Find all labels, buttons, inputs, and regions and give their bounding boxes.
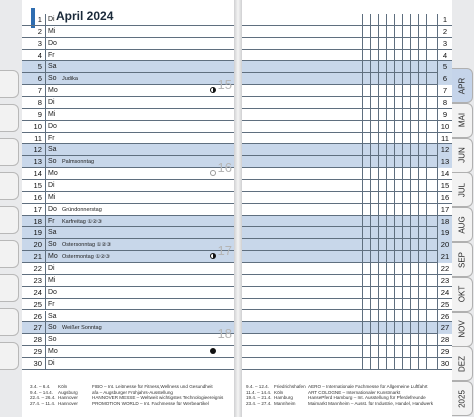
month-tab-jul[interactable]: [452, 172, 473, 207]
footer-event-text: PROMOTION WORLD – Int. Fachmesse für Werbeartikel: [92, 400, 209, 406]
weekday-label: So: [48, 336, 57, 344]
month-tab-okt[interactable]: [452, 277, 473, 312]
right-day-number: 15: [440, 181, 450, 191]
day-number: 3: [37, 38, 42, 48]
day-number: 30: [33, 358, 42, 368]
month-tab-label: APR: [457, 77, 467, 94]
book-gutter: [234, 0, 242, 417]
weekday-label: Sa: [48, 229, 57, 237]
day-number: 23: [33, 275, 42, 285]
right-day-number: 1: [442, 15, 448, 24]
footer-event-text: Hamburg: [274, 395, 293, 401]
right-day-number: 6: [438, 73, 452, 85]
day-number: 16: [33, 192, 42, 202]
left-edge-tab[interactable]: [0, 274, 19, 302]
footer-column: [308, 384, 433, 406]
day-number: 14: [33, 169, 42, 179]
weekday-label: Do: [48, 122, 57, 130]
day-row[interactable]: [22, 14, 234, 26]
day-number: 5: [37, 62, 42, 72]
right-day-number: 4: [442, 50, 448, 60]
day-row[interactable]: [22, 346, 234, 358]
right-day-number: 3: [442, 38, 448, 48]
left-edge-tab[interactable]: [0, 104, 19, 132]
week-number: 18: [217, 326, 232, 342]
right-day-number: 17: [440, 204, 450, 214]
weekday-label: Do: [48, 205, 57, 213]
column-divider: [45, 239, 46, 251]
column-divider: [45, 227, 46, 239]
right-day-number: 29: [440, 347, 450, 357]
weekday-label: So: [48, 75, 57, 83]
right-day-number: 19: [438, 227, 452, 239]
footer-event-text: 22.4. – 26.4.: [30, 395, 56, 401]
column-divider: [45, 192, 46, 204]
day-row[interactable]: [22, 239, 234, 251]
day-row[interactable]: [22, 216, 234, 228]
month-tab-label: OKT: [457, 286, 467, 303]
left-edge-tab[interactable]: [0, 240, 19, 268]
month-tab-label: JUN: [457, 147, 467, 163]
moon-phase-icon: [210, 170, 216, 176]
weekday-label: Mi: [48, 193, 56, 201]
left-edge-tab[interactable]: [0, 206, 19, 234]
day-row[interactable]: [22, 180, 234, 192]
footer-event-text: 9.4. – 14.4.: [30, 389, 53, 395]
column-divider: [45, 287, 46, 299]
holiday-label: Gründonnerstag: [62, 206, 102, 213]
left-edge-tab[interactable]: [0, 138, 19, 166]
holiday-label: Karfreitag ①②③: [62, 218, 103, 225]
day-number: 8: [37, 98, 42, 108]
month-tab-dez[interactable]: [452, 346, 473, 381]
footer-event-text: 3.4. – 6.4.: [30, 384, 51, 389]
footer-event-text: Mannheim: [274, 400, 296, 406]
day-row[interactable]: [22, 275, 234, 287]
holiday-label: Judika: [62, 76, 78, 83]
moon-phase-icon: [210, 253, 216, 259]
day-row[interactable]: [22, 121, 234, 133]
day-row[interactable]: [22, 358, 234, 370]
column-divider: [45, 322, 46, 334]
day-number: 6: [37, 74, 42, 84]
day-number: 4: [37, 50, 42, 60]
day-number: 9: [37, 109, 42, 119]
month-tab-apr[interactable]: [452, 68, 473, 103]
holiday-label: Ostermontag ①②③: [62, 254, 111, 261]
column-divider: [45, 358, 46, 370]
month-tab-label: SEP: [457, 251, 467, 268]
day-row[interactable]: [22, 192, 234, 204]
footer-event-text: 19.4. – 21.4.: [246, 395, 272, 401]
column-divider: [45, 346, 46, 358]
weekday-label: So: [48, 158, 57, 166]
day-number: 19: [33, 228, 42, 238]
right-day-numbers: [437, 14, 452, 370]
day-number: 2: [37, 26, 42, 36]
column-divider: [45, 14, 46, 26]
weekday-label: Fr: [48, 51, 55, 59]
column-divider: [45, 97, 46, 109]
weekday-label: Di: [48, 265, 55, 273]
week-number: 16: [217, 160, 232, 176]
footer-event-text: HansePferd Hamburg – Int. Ausstellung für Pferdefreunde: [308, 395, 426, 401]
month-tab-label: MAI: [457, 113, 467, 128]
column-divider: [45, 26, 46, 38]
month-tab-label: AUG: [457, 216, 467, 234]
column-divider: [45, 109, 46, 121]
footer-event-text: Köln: [274, 389, 284, 395]
day-row[interactable]: [22, 311, 234, 323]
right-day-number: 22: [440, 264, 450, 274]
day-number: 22: [33, 264, 42, 274]
column-divider: [45, 275, 46, 287]
day-row[interactable]: [22, 97, 234, 109]
day-row[interactable]: [22, 26, 234, 38]
day-row[interactable]: [22, 73, 234, 85]
right-day-number: 16: [440, 192, 450, 202]
weekday-label: Fr: [48, 134, 55, 142]
day-number: 20: [33, 240, 42, 250]
column-divider: [45, 204, 46, 216]
right-day-number: 26: [440, 311, 450, 321]
day-row[interactable]: [22, 156, 234, 168]
month-tab-strip: [452, 0, 474, 417]
weekday-label: Di: [48, 359, 55, 367]
moon-phase-icon: [210, 348, 216, 354]
right-day-number: 2: [442, 26, 448, 36]
footer-column: [274, 384, 304, 406]
month-tab-2025[interactable]: [452, 381, 473, 416]
right-day-number: 28: [440, 335, 450, 345]
footer-column: [30, 384, 54, 406]
column-divider: [45, 133, 46, 145]
footer-event-text: ART COLOGNE – Internationaler Kunstmarkt: [308, 389, 401, 395]
right-day-number: 10: [440, 121, 450, 131]
month-tab-label: JUL: [457, 182, 467, 198]
day-number: 21: [33, 252, 42, 262]
right-day-number: 14: [440, 169, 450, 179]
month-tab-label: DEZ: [457, 355, 467, 372]
footer-column: [92, 384, 223, 406]
left-edge-tab[interactable]: [0, 308, 19, 336]
month-tab-label: NOV: [457, 320, 467, 338]
weekday-label: Mi: [48, 110, 56, 118]
weekday-label: Sa: [48, 146, 57, 154]
column-divider: [45, 50, 46, 62]
weekday-label: Di: [48, 16, 55, 23]
footer-events-right: [246, 384, 437, 406]
column-divider: [45, 311, 46, 323]
day-number: 28: [33, 335, 42, 345]
footer-event-text: 11.4. – 14.4.: [246, 389, 272, 395]
day-row[interactable]: [22, 61, 234, 73]
weekday-label: Do: [48, 288, 57, 296]
month-tab-label: 2025: [457, 389, 467, 408]
left-tab-strip: [0, 70, 22, 417]
right-day-number: 8: [442, 98, 448, 108]
weekday-label: So: [48, 241, 57, 249]
day-number: 1: [37, 15, 42, 24]
right-day-number: 20: [438, 239, 452, 251]
column-divider: [45, 299, 46, 311]
weekday-label: Sa: [48, 63, 57, 71]
month-tab-sep[interactable]: [452, 242, 473, 277]
month-tab-jun[interactable]: [452, 138, 473, 173]
holiday-label: Weißer Sonntag: [62, 325, 102, 332]
right-day-number: 12: [438, 144, 452, 156]
footer-event-text: Maimarkt Mannheim – Ausst. für Industrie, Handel, Handwerk: [308, 400, 434, 406]
left-edge-tab[interactable]: [0, 172, 19, 200]
day-row[interactable]: [22, 38, 234, 50]
day-row[interactable]: [22, 322, 234, 334]
row-line: [22, 369, 234, 370]
holiday-label: Ostersonntag ①②③: [62, 242, 112, 249]
left-page: [22, 0, 234, 417]
day-row[interactable]: [22, 204, 234, 216]
moon-phase-icon: [210, 87, 216, 93]
column-divider: [45, 85, 46, 97]
weekday-label: Sa: [48, 312, 57, 320]
footer-event-text: Friedrichshafen: [274, 384, 306, 389]
right-day-number: 25: [440, 299, 450, 309]
day-number: 27: [33, 323, 42, 333]
day-number: 7: [37, 86, 42, 96]
footer-event-text: Hannover: [58, 400, 78, 406]
weekday-label: So: [48, 324, 57, 332]
weekday-label: Mo: [48, 348, 58, 356]
weekday-label: Mo: [48, 170, 58, 178]
day-number: 24: [33, 287, 42, 297]
footer-event-text: afa – Augsburger Frühjahrs-Ausstellung: [92, 389, 173, 395]
page-title: April 2024: [56, 9, 114, 23]
footer-event-text: AERO – Internationale Fachmesse für Allgemeine Luftfahrt: [308, 384, 428, 389]
right-day-number: 7: [442, 86, 448, 96]
day-row[interactable]: [22, 133, 234, 145]
day-number: 26: [33, 311, 42, 321]
day-number: 11: [34, 133, 42, 143]
right-day-number: 13: [438, 156, 452, 168]
weekday-label: Fr: [48, 300, 55, 308]
right-page: [242, 0, 452, 417]
weekday-label: Di: [48, 182, 55, 190]
day-number: 29: [33, 347, 42, 357]
left-edge-tab[interactable]: [0, 342, 19, 370]
weekday-label: Mi: [48, 276, 56, 284]
column-divider: [45, 73, 46, 85]
right-day-number: 18: [438, 216, 452, 228]
column-divider: [45, 156, 46, 168]
week-number: 15: [217, 77, 232, 93]
holiday-label: Palmsonntag: [62, 159, 95, 166]
column-divider: [45, 144, 46, 156]
day-row[interactable]: [22, 287, 234, 299]
day-number: 10: [33, 121, 42, 131]
day-row[interactable]: [22, 263, 234, 275]
right-day-number: 21: [438, 251, 452, 263]
day-row[interactable]: [22, 109, 234, 121]
footer-event-text: Hannover: [58, 395, 78, 401]
right-day-number: 11: [441, 133, 449, 143]
day-number: 12: [33, 145, 42, 155]
day-number: 13: [33, 157, 42, 167]
day-row[interactable]: [22, 227, 234, 239]
day-row[interactable]: [22, 50, 234, 62]
footer-event-text: Augsburg: [58, 389, 78, 395]
right-day-number: 5: [438, 61, 452, 73]
day-row[interactable]: [22, 299, 234, 311]
month-tab-nov[interactable]: [452, 312, 473, 347]
right-day-number: 23: [440, 275, 450, 285]
weekday-label: Mo: [48, 87, 58, 95]
footer-event-text: 9.4. – 12.4.: [246, 384, 269, 389]
column-divider: [45, 216, 46, 228]
footer-event-text: 27.4. – 11.4.: [30, 400, 56, 406]
weekday-label: Mi: [48, 27, 56, 35]
footer-column: [246, 384, 270, 406]
column-divider: [45, 251, 46, 263]
left-edge-tab[interactable]: [0, 70, 19, 98]
column-divider: [45, 168, 46, 180]
weekday-label: Mo: [48, 253, 58, 261]
right-day-number: 30: [440, 358, 450, 368]
day-number: 17: [33, 204, 42, 214]
day-number: 18: [33, 216, 42, 226]
weekday-label: Di: [48, 99, 55, 107]
month-tab-aug[interactable]: [452, 207, 473, 242]
footer-column: [58, 384, 88, 406]
right-day-number: 9: [442, 109, 448, 119]
column-divider: [45, 121, 46, 133]
footer-event-text: 23.4. – 27.4.: [246, 400, 272, 406]
footer-event-text: Köln: [58, 384, 68, 389]
weekday-label: Fr: [48, 217, 55, 225]
day-number: 15: [33, 181, 42, 191]
month-tab-mai[interactable]: [452, 103, 473, 138]
column-divider: [45, 334, 46, 346]
footer-events-left: [30, 384, 227, 406]
checkbox-grid: [363, 14, 427, 370]
day-row[interactable]: [22, 144, 234, 156]
footer-event-text: HANNOVER MESSE – Weltweit wichtigstes Technologieereignis: [92, 395, 224, 401]
column-divider: [45, 38, 46, 50]
column-divider: [45, 180, 46, 192]
weekday-label: Do: [48, 39, 57, 47]
right-day-number: 24: [440, 287, 450, 297]
right-day-number: 27: [438, 322, 452, 334]
column-divider: [45, 263, 46, 275]
day-number: 25: [33, 299, 42, 309]
column-divider: [45, 61, 46, 73]
week-number: 17: [217, 243, 232, 259]
footer-event-text: FIBO – Int. Leitmesse für Fitness,Wellness und Gesundheit: [92, 384, 213, 389]
